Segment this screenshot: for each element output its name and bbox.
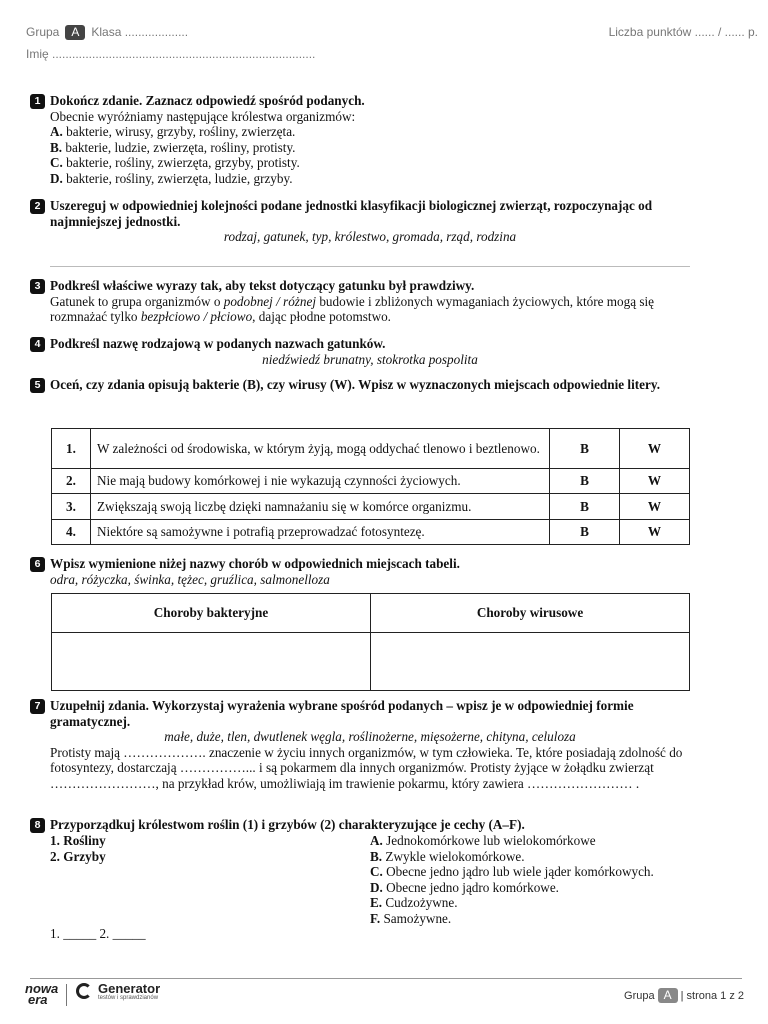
task-8 [30, 817, 690, 945]
feature-f: F. Samożywne. [370, 910, 452, 926]
table-row: 3. Zwiększają swoją liczbę dzięki namnażaniu się w komórce organizmu. B W [52, 494, 690, 520]
table-row: 2. Nie mają budowy komórkowej i nie wykazują czynności życiowych. B W [52, 469, 690, 494]
bacterial-answer-cell[interactable] [52, 633, 371, 691]
w-cell[interactable]: W [620, 429, 690, 469]
option-b[interactable]: B. bakterie, ludzie, zwierzęta, rośliny, protisty. [50, 139, 296, 155]
task-question: Podkreśl nazwę rodzajową w podanych nazwach gatunków. [50, 336, 386, 351]
feature-c: C. Obecne jedno jądro lub wiele jąder komórkowych. [370, 864, 654, 879]
task-5 [30, 377, 690, 393]
b-cell[interactable]: B [550, 429, 620, 469]
task-number: 3 [30, 279, 45, 294]
task-number: 4 [30, 337, 45, 352]
task-7 [30, 698, 690, 791]
option-a[interactable]: A. bakterie, wirusy, grzyby, rośliny, zwierzęta. [50, 124, 296, 139]
b-cell[interactable]: B [550, 520, 620, 545]
word-list: odra, różyczka, świnka, tężec, gruźlica, salmonelloza [50, 571, 330, 587]
choice-2[interactable]: bezpłciowo / płciowo [140, 309, 253, 324]
kingdom-plants: 1. Rośliny [50, 833, 106, 848]
task-question: Wpisz wymienione niżej nazwy chorób w odpowiednich miejscach tabeli. [50, 556, 460, 571]
task-number: 2 [30, 199, 45, 214]
task-number: 1 [30, 94, 45, 109]
w-cell[interactable]: W [620, 469, 690, 494]
task-question: Dokończ zdanie. Zaznacz odpowiedź spośród podanych. [50, 93, 365, 108]
task-1 [30, 93, 690, 186]
option-d[interactable]: D. bakterie, rośliny, zwierzęta, ludzie, grzyby. [50, 170, 293, 186]
group-badge: A [65, 25, 85, 40]
table-row: 4. Niektóre są samożywne i potrafią przeprowadzać fotosyntezę. B W [52, 520, 690, 545]
task-6 [30, 556, 690, 587]
answer-line[interactable] [50, 266, 690, 267]
task-number: 5 [30, 378, 45, 393]
col-bacterial: Choroby bakteryjne [52, 594, 371, 633]
w-cell[interactable]: W [620, 520, 690, 545]
generator-g-icon [76, 983, 92, 999]
group-label: Grupa [26, 25, 60, 39]
task-question: Oceń, czy zdania opisują bakterie (B), czy wirusy (W). Wpisz w wyznaczonych miejscach odpowiednie litery. [50, 377, 660, 392]
task-text: Gatunek to grupa organizmów o podobnej / różnej budowie i zbliżonych wymaganiach życiowych, które mogą się rozmnażać tylko bezpłciowo / płciowo, dając płodne potomstwo. [50, 293, 655, 324]
nowa-era-logo: nowa era [25, 981, 59, 1007]
fill-in-text[interactable]: Protisty mają ………………. znaczenie w życiu innych organizmów, w tym człowieka. Te, które posiadają zdolność do fotosyntezy, dostarczają ……………... i są pokarmem dla innych organizmów. Protisty żyjące w żołądku zwierząt ……………………, na przykład krów, umożliwiają im trawienie pokarmu, który zawiera …………………… . [50, 744, 683, 791]
task-question: Przyporządkuj królestwom roślin (1) i grzybów (2) charakteryzujące je cechy (A–F). [50, 817, 525, 832]
table-row: 1. W zależności od środowiska, w którym żyją, mogą oddychać tlenowo i beztlenowo. B W [52, 429, 690, 469]
logo-separator [66, 984, 67, 1006]
bw-table [51, 428, 690, 545]
viral-answer-cell[interactable] [371, 633, 690, 691]
points-label: Liczba punktów ...... / ...... p. [608, 25, 758, 39]
task-number: 8 [30, 818, 45, 833]
footer-page-info: Grupa A | strona 1 z 2 [624, 988, 744, 1002]
class-label: Klasa ................... [91, 25, 189, 39]
answer-blanks[interactable]: 1. _____ 2. _____ [50, 926, 146, 941]
diseases-table [51, 593, 690, 691]
task-number: 7 [30, 699, 45, 714]
kingdom-fungi: 2. Grzyby [50, 848, 106, 864]
feature-b: B. Zwykle wielokomórkowe. [370, 848, 525, 864]
word-list: małe, duże, tlen, dwutlenek węgla, roślinożerne, mięsożerne, chityna, celuloza [164, 729, 576, 744]
task-number: 6 [30, 557, 45, 572]
task-3 [30, 278, 690, 325]
b-cell[interactable]: B [550, 494, 620, 520]
w-cell[interactable]: W [620, 494, 690, 520]
footer-divider [30, 978, 742, 979]
name-label: Imię ............................................................................... [26, 47, 316, 61]
choice-1[interactable]: podobnej / różnej [223, 293, 317, 309]
feature-d: D. Obecne jedno jądro komórkowe. [370, 879, 559, 895]
task-4 [30, 336, 690, 367]
task-question: Uszereguj w odpowiedniej kolejności podane jednostki klasyfikacji biologicznej zwierząt, rozpoczynając od najmniejszej jednostki. [50, 198, 653, 229]
feature-a: A. Jednokomórkowe lub wielokomórkowe [370, 833, 596, 848]
task-question: Podkreśl właściwe wyrazy tak, aby tekst dotyczący gatunku był prawdziwy. [50, 278, 475, 293]
col-viral: Choroby wirusowe [371, 594, 690, 633]
feature-e: E. Cudzożywne. [370, 895, 458, 910]
task-question: Uzupełnij zdania. Wykorzystaj wyrażenia wybrane spośród podanych – wpisz je w odpowiedniej formie gramatycznej. [50, 698, 634, 729]
option-c[interactable]: C. bakterie, rośliny, zwierzęta, grzyby, protisty. [50, 155, 300, 170]
task-stem: Obecnie wyróżniamy następujące królestwa organizmów: [50, 108, 356, 124]
b-cell[interactable]: B [550, 469, 620, 494]
word-list[interactable]: niedźwiedź brunatny, stokrotka pospolita [262, 351, 478, 367]
group-badge: A [658, 988, 678, 1003]
word-list: rodzaj, gatunek, typ, królestwo, gromada, rząd, rodzina [223, 229, 517, 244]
task-2 [30, 198, 690, 245]
header-group [26, 25, 188, 40]
